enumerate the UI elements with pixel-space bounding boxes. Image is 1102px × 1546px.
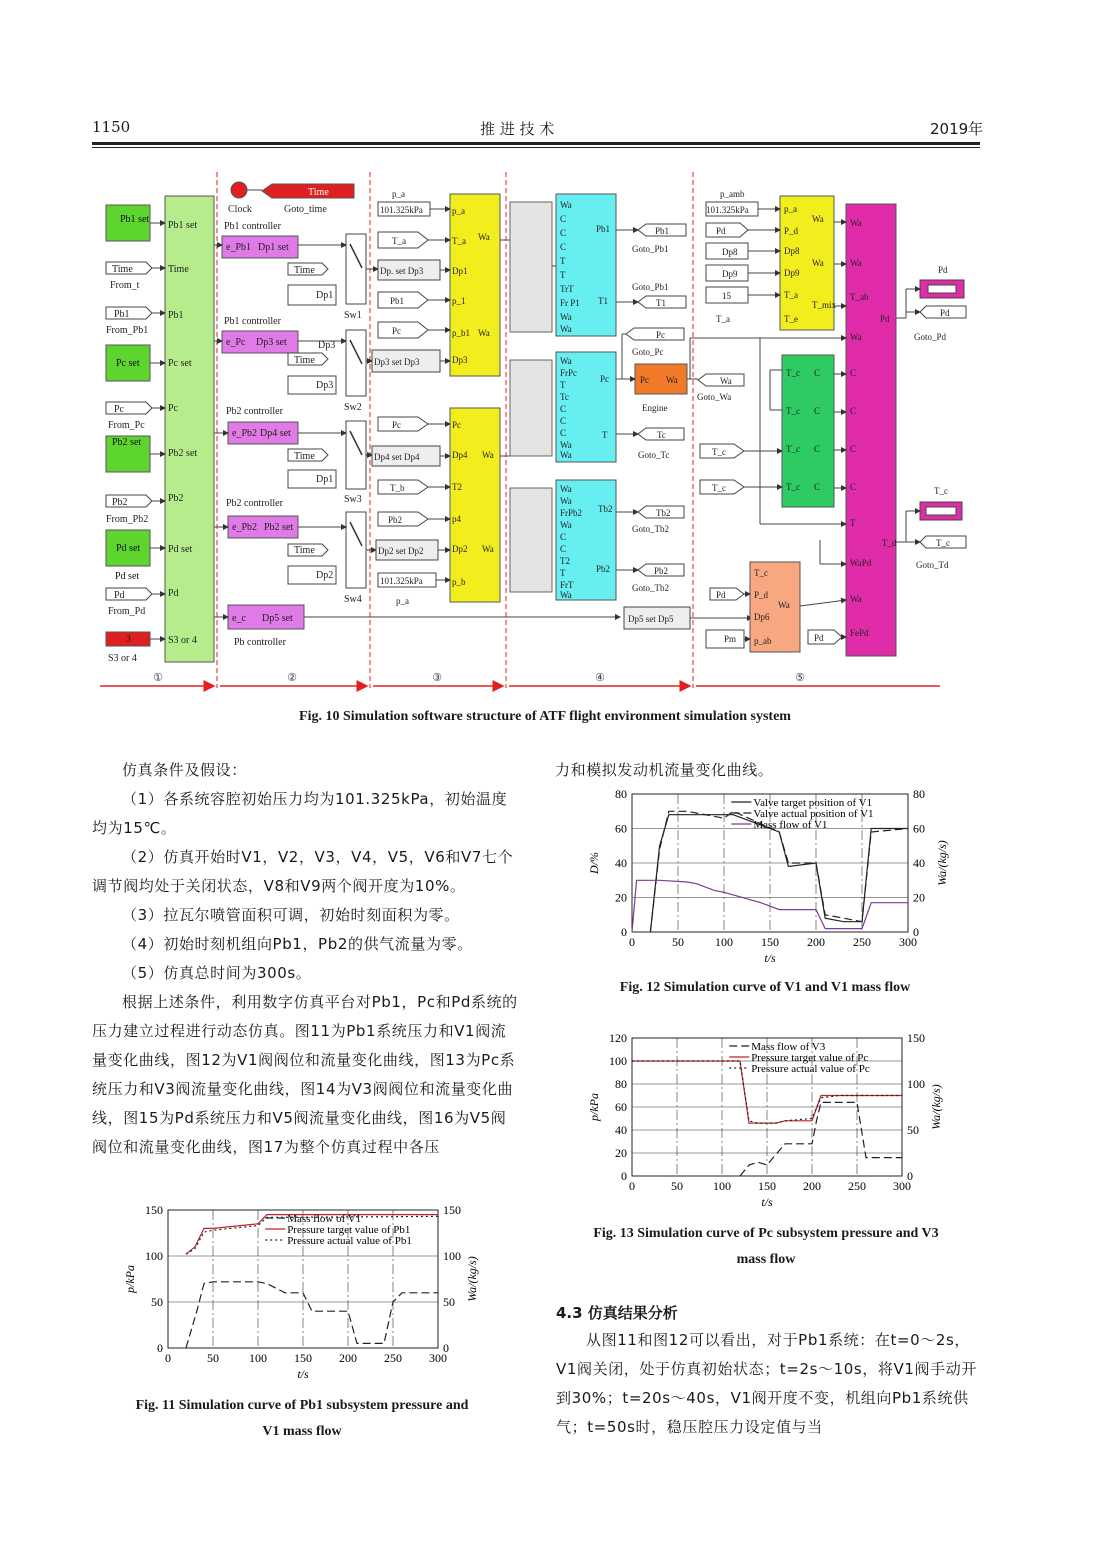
- paragraph: 从图11和图12可以看出，对于Pb1系统：在t=0～2s，V1阀关闭，处于仿真初始状态；t=2s～10s，将V1阀手动开到30%；t=20s～40s，V1阀开度不变，机组向Pb1系统供气；t=50s时，稳压腔压力设定值与当: [556, 1331, 977, 1436]
- y-axis-label: p/kPa: [587, 1093, 601, 1121]
- y-tick-label: 80: [615, 787, 627, 801]
- svg-text:Wa: Wa: [560, 356, 572, 366]
- svg-text:Wa: Wa: [560, 520, 572, 530]
- svg-text:WaPd: WaPd: [850, 558, 872, 568]
- svg-text:Pb1 controller: Pb1 controller: [224, 221, 281, 232]
- svg-text:Time: Time: [308, 187, 329, 198]
- svg-text:p_ab: p_ab: [754, 636, 772, 646]
- left-text-column: [92, 756, 518, 1162]
- x-axis-label: t/s: [764, 951, 776, 965]
- svg-text:Pb2 set: Pb2 set: [112, 437, 142, 448]
- x-axis-label: t/s: [761, 1195, 773, 1209]
- fig11-caption-line1: Fig. 11 Simulation curve of Pb1 subsystem pressure and: [135, 1398, 469, 1413]
- svg-text:Engine: Engine: [642, 403, 668, 413]
- x-tick-label: 50: [207, 1351, 219, 1365]
- y2-tick-label: 80: [913, 787, 925, 801]
- svg-text:Pd: Pd: [716, 226, 726, 236]
- svg-text:C: C: [850, 444, 857, 454]
- svg-text:Sw1: Sw1: [344, 310, 362, 321]
- x-tick-label: 300: [429, 1351, 447, 1365]
- svg-text:Goto_Td: Goto_Td: [916, 560, 949, 570]
- svg-text:Dp4: Dp4: [452, 450, 468, 460]
- svg-text:Dp5 set Dp5: Dp5 set Dp5: [628, 614, 674, 624]
- svg-text:Pb2 controller: Pb2 controller: [226, 406, 283, 417]
- svg-text:Time: Time: [294, 265, 315, 276]
- svg-text:Dp1: Dp1: [316, 474, 334, 485]
- svg-text:Pc: Pc: [640, 375, 649, 385]
- x-axis-label: t/s: [297, 1367, 309, 1381]
- svg-text:T2: T2: [452, 482, 462, 492]
- svg-text:T_a: T_a: [452, 236, 466, 246]
- y-tick-label: 0: [157, 1341, 163, 1355]
- svg-text:Dp3: Dp3: [318, 340, 336, 351]
- page-number: 1150: [92, 118, 131, 136]
- paragraph: 仿真条件及假设：: [122, 761, 247, 779]
- svg-text:T2: T2: [560, 556, 570, 566]
- svg-text:Wa: Wa: [850, 594, 862, 604]
- svg-text:Dp3 set Dp3: Dp3 set Dp3: [374, 357, 420, 367]
- svg-text:Wa: Wa: [778, 600, 790, 610]
- svg-text:T_e: T_e: [784, 314, 798, 324]
- svg-text:T_c: T_c: [934, 486, 948, 496]
- series-line-1: [740, 1102, 902, 1176]
- x-tick-label: 0: [165, 1351, 171, 1365]
- fig13-caption-line2: mass flow: [736, 1252, 796, 1267]
- svg-text:Pb2: Pb2: [112, 497, 128, 508]
- svg-text:T_c: T_c: [786, 482, 800, 492]
- y-axis-label: p/kPa: [123, 1265, 137, 1293]
- svg-text:Sw4: Sw4: [344, 594, 362, 605]
- legend-label: Mass flow of V1: [753, 819, 828, 831]
- svg-text:Pb2: Pb2: [596, 564, 611, 574]
- paragraph: （5）仿真总时间为300s。: [122, 964, 312, 982]
- svg-text:p_a: p_a: [452, 206, 465, 216]
- svg-text:Pb2: Pb2: [654, 566, 669, 576]
- legend-label: Pressure target value of Pc: [751, 1052, 869, 1064]
- section-5-label: ⑤: [795, 672, 805, 684]
- svg-text:e_Pb2: e_Pb2: [232, 522, 257, 533]
- paragraph: （1）各系统容腔初始压力均为101.325kPa，初始温度均为15℃。: [92, 790, 508, 837]
- y-tick-label: 100: [609, 1054, 627, 1068]
- svg-text:Dp1: Dp1: [452, 266, 468, 276]
- svg-text:Pd set: Pd set: [116, 543, 141, 554]
- x-tick-label: 150: [758, 1179, 776, 1193]
- svg-text:Pb controller: Pb controller: [234, 637, 286, 648]
- svg-text:Wa: Wa: [812, 258, 824, 268]
- svg-text:Pc: Pc: [392, 326, 401, 336]
- y-tick-label: 120: [609, 1031, 627, 1045]
- svg-text:Fr P1: Fr P1: [560, 298, 580, 308]
- svg-text:Goto_Pc: Goto_Pc: [632, 347, 664, 357]
- y2-tick-label: 0: [443, 1341, 449, 1355]
- y2-tick-label: 150: [907, 1031, 925, 1045]
- y2-tick-label: 50: [443, 1295, 455, 1309]
- svg-text:Pd set: Pd set: [115, 571, 140, 582]
- svg-text:Dp3 set: Dp3 set: [256, 337, 287, 348]
- x-tick-label: 250: [853, 935, 871, 949]
- section-1-label: ①: [153, 672, 163, 684]
- svg-text:Goto_Pd: Goto_Pd: [914, 332, 947, 342]
- y2-tick-label: 50: [907, 1123, 919, 1137]
- svg-text:Pc set: Pc set: [116, 358, 140, 369]
- paragraph: 根据上述条件，利用数字仿真平台对Pb1，Pc和Pd系统的压力建立过程进行动态仿真。图11为Pb1系统压力和V1阀流量变化曲线，图12为V1阀阀位和流量变化曲线，图13为Pc系统压力和V3阀流量变化曲线，图14为V3阀阀位和流量变化曲线，图15为Pd系统压力和V5阀流量变化曲线，图16为V5阀阀位和流量变化曲线，图17为整个仿真过程中各压: [92, 993, 518, 1156]
- svg-text:Time: Time: [294, 545, 315, 556]
- svg-text:Wa: Wa: [560, 496, 572, 506]
- svg-text:C: C: [560, 544, 567, 554]
- svg-text:Pb1: Pb1: [168, 310, 184, 321]
- svg-text:Pb2 set: Pb2 set: [168, 448, 198, 459]
- svg-text:T_c: T_c: [754, 568, 768, 578]
- svg-text:Wa: Wa: [720, 376, 732, 386]
- svg-text:Goto_Tb2: Goto_Tb2: [632, 583, 669, 593]
- svg-text:e_c: e_c: [232, 613, 246, 624]
- legend-label: Pressure target value of Pb1: [287, 1224, 411, 1236]
- svg-text:C: C: [560, 416, 567, 426]
- svg-text:Pb1: Pb1: [655, 226, 670, 236]
- svg-text:Pb1: Pb1: [390, 296, 405, 306]
- svg-text:Time: Time: [112, 264, 133, 275]
- svg-text:Pc: Pc: [392, 420, 401, 430]
- svg-text:T_c: T_c: [712, 447, 726, 457]
- svg-text:Wa: Wa: [560, 440, 572, 450]
- svg-text:Dp6: Dp6: [754, 612, 770, 622]
- svg-text:T: T: [560, 270, 566, 280]
- svg-text:Pc: Pc: [656, 330, 665, 340]
- x-tick-label: 150: [294, 1351, 312, 1365]
- svg-text:C: C: [814, 368, 821, 378]
- year: 2019年: [930, 120, 984, 138]
- svg-text:Goto_Pb1: Goto_Pb1: [632, 244, 669, 254]
- svg-text:Dp4 set Dp4: Dp4 set Dp4: [374, 452, 420, 462]
- svg-text:Wa: Wa: [850, 218, 862, 228]
- y2-axis-label: Wa/(kg/s): [935, 840, 949, 886]
- svg-text:Pd: Pd: [880, 314, 890, 324]
- x-tick-label: 150: [761, 935, 779, 949]
- y2-tick-label: 0: [907, 1169, 913, 1183]
- paragraph: （2）仿真开始时V1，V2，V3，V4，V5，V6和V7七个调节阀均处于关闭状态，V8和V9两个阀开度为10%。: [92, 848, 514, 895]
- svg-text:3: 3: [126, 634, 131, 645]
- svg-text:T1: T1: [598, 296, 608, 306]
- svg-text:Dp4 set: Dp4 set: [260, 428, 291, 439]
- x-tick-label: 200: [807, 935, 825, 949]
- svg-text:C: C: [560, 428, 567, 438]
- svg-text:Pd: Pd: [938, 265, 948, 275]
- svg-text:Pb2: Pb2: [168, 493, 184, 504]
- y2-tick-label: 40: [913, 856, 925, 870]
- svg-text:Wa: Wa: [560, 450, 572, 460]
- fig10-caption: Fig. 10 Simulation software structure of ATF flight environment simulation system: [299, 709, 791, 724]
- svg-text:C: C: [560, 228, 567, 238]
- y2-tick-label: 100: [907, 1077, 925, 1091]
- svg-text:Time: Time: [294, 355, 315, 366]
- svg-text:Dp3: Dp3: [316, 380, 334, 391]
- svg-text:Pm: Pm: [724, 634, 737, 644]
- svg-text:From_t: From_t: [110, 280, 140, 291]
- svg-text:C: C: [814, 406, 821, 416]
- svg-text:T: T: [602, 430, 608, 440]
- legend-label: Pressure actual value of Pc: [751, 1063, 870, 1075]
- svg-text:C: C: [560, 214, 567, 224]
- svg-text:C: C: [560, 532, 567, 542]
- y-tick-label: 40: [615, 1123, 627, 1137]
- y2-tick-label: 100: [443, 1249, 461, 1263]
- y2-tick-label: 60: [913, 821, 925, 836]
- y-tick-label: 60: [615, 1100, 627, 1114]
- svg-text:Pc: Pc: [600, 374, 609, 384]
- svg-text:Dp3: Dp3: [452, 355, 468, 365]
- svg-text:Wa: Wa: [850, 332, 862, 342]
- svg-text:Dp8: Dp8: [722, 247, 738, 257]
- svg-text:Pb1 set: Pb1 set: [120, 214, 150, 225]
- y-tick-label: 20: [615, 1146, 627, 1160]
- svg-text:Sw2: Sw2: [344, 402, 362, 413]
- svg-text:Wa: Wa: [478, 328, 490, 338]
- svg-text:T: T: [560, 380, 566, 390]
- right-text-column: [556, 1326, 982, 1442]
- svg-text:T1: T1: [656, 298, 666, 308]
- legend-label: Valve target position of V1: [753, 797, 873, 809]
- svg-text:FrPc: FrPc: [560, 368, 578, 378]
- svg-text:Pb1: Pb1: [114, 309, 130, 320]
- svg-text:Time: Time: [168, 264, 189, 275]
- svg-text:Wa: Wa: [482, 450, 494, 460]
- pd-magenta-block: [846, 204, 896, 656]
- y-tick-label: 80: [615, 1077, 627, 1091]
- svg-text:Goto_time: Goto_time: [284, 204, 327, 215]
- y-tick-label: 0: [621, 1169, 627, 1183]
- legend-label: Pressure actual value of Pb1: [287, 1235, 412, 1247]
- svg-text:101.325kPa: 101.325kPa: [380, 576, 423, 586]
- svg-text:T_a: T_a: [716, 314, 730, 324]
- svg-text:Clock: Clock: [228, 204, 252, 215]
- series-line-1: [186, 1282, 438, 1348]
- right-top-text: 力和模拟发动机流量变化曲线。: [555, 761, 774, 779]
- svg-text:Wa: Wa: [478, 232, 490, 242]
- svg-text:Dp9: Dp9: [722, 269, 738, 279]
- svg-text:T_d: T_d: [882, 538, 897, 548]
- y-tick-label: 60: [615, 821, 627, 836]
- legend-label: Mass flow of V3: [751, 1041, 826, 1053]
- svg-text:T_c: T_c: [786, 368, 800, 378]
- x-tick-label: 50: [671, 1179, 683, 1193]
- svg-text:T_ab: T_ab: [850, 292, 869, 302]
- svg-text:Dp9: Dp9: [784, 268, 800, 278]
- svg-text:p_a: p_a: [392, 189, 405, 199]
- y-tick-label: 40: [615, 856, 627, 870]
- svg-text:From_Pc: From_Pc: [108, 420, 145, 431]
- pb2-yellow-block: [450, 408, 500, 602]
- svg-text:C: C: [560, 404, 567, 414]
- svg-text:T: T: [560, 256, 566, 266]
- svg-text:Pb1: Pb1: [596, 224, 611, 234]
- svg-text:p_b: p_b: [452, 577, 466, 587]
- x-tick-label: 100: [715, 935, 733, 949]
- svg-text:S3 or 4: S3 or 4: [108, 653, 137, 664]
- x-tick-label: 200: [803, 1179, 821, 1193]
- svg-text:Pd set: Pd set: [168, 544, 193, 555]
- svg-text:Goto_Pb1: Goto_Pb1: [632, 282, 669, 292]
- legend-label: Mass flow of V1: [287, 1213, 362, 1225]
- svg-text:101.325kPa: 101.325kPa: [706, 205, 749, 215]
- x-tick-label: 300: [899, 935, 917, 949]
- x-tick-label: 250: [384, 1351, 402, 1365]
- svg-text:Pd: Pd: [716, 590, 726, 600]
- svg-text:P_d: P_d: [784, 226, 799, 236]
- svg-text:T_c: T_c: [936, 538, 950, 548]
- svg-text:Tb2: Tb2: [656, 508, 671, 518]
- svg-text:Sw3: Sw3: [344, 494, 362, 505]
- y2-tick-label: 0: [913, 925, 919, 939]
- svg-text:Dp2: Dp2: [452, 544, 468, 554]
- y2-tick-label: 150: [443, 1203, 461, 1217]
- svg-text:e_Pc: e_Pc: [226, 337, 246, 348]
- svg-text:Goto_Wa: Goto_Wa: [697, 392, 732, 402]
- pb1-yellow-block: [450, 194, 500, 376]
- y2-axis-label: Wa/(kg/s): [465, 1256, 479, 1302]
- svg-text:101.325kPa: 101.325kPa: [380, 205, 423, 215]
- svg-text:P_d: P_d: [754, 590, 769, 600]
- svg-text:Pc: Pc: [452, 420, 461, 430]
- simulink-diagram: [0, 0, 1102, 720]
- svg-text:C: C: [814, 482, 821, 492]
- svg-text:Pb2 controller: Pb2 controller: [226, 498, 283, 509]
- svg-text:Wa: Wa: [850, 258, 862, 268]
- paragraph: （3）拉瓦尔喷管面积可调，初始时刻面积为零。: [122, 906, 460, 924]
- journal-name: 推 进 技 术: [480, 120, 555, 138]
- y-tick-label: 20: [615, 890, 627, 905]
- svg-text:Dp5 set: Dp5 set: [262, 613, 293, 624]
- svg-text:Wa: Wa: [560, 200, 572, 210]
- svg-text:Time: Time: [294, 451, 315, 462]
- svg-text:p_amb: p_amb: [720, 189, 745, 199]
- svg-text:T_c: T_c: [712, 483, 726, 493]
- svg-text:p_a: p_a: [396, 596, 409, 606]
- svg-text:T_a: T_a: [392, 236, 406, 246]
- svg-text:From_Pb2: From_Pb2: [106, 514, 149, 525]
- svg-text:Pc: Pc: [114, 404, 124, 415]
- svg-text:e_Pb2: e_Pb2: [232, 428, 257, 439]
- svg-text:Dp8: Dp8: [784, 246, 800, 256]
- x-tick-label: 300: [893, 1179, 911, 1193]
- svg-text:Pd: Pd: [168, 588, 179, 599]
- svg-text:Wa: Wa: [560, 312, 572, 322]
- x-tick-label: 0: [629, 935, 635, 949]
- svg-text:p4: p4: [452, 514, 461, 524]
- y-axis-label: D/%: [587, 852, 601, 874]
- svg-text:Pc: Pc: [168, 403, 178, 414]
- y-tick-label: 100: [145, 1249, 163, 1263]
- y-tick-label: 150: [145, 1203, 163, 1217]
- svg-text:T: T: [560, 568, 566, 578]
- y-tick-label: 50: [151, 1295, 163, 1309]
- svg-text:S3 or 4: S3 or 4: [168, 635, 197, 646]
- svg-text:Wa: Wa: [560, 324, 572, 334]
- svg-text:T_c: T_c: [786, 406, 800, 416]
- x-tick-label: 200: [339, 1351, 357, 1365]
- y2-axis-label: Wa/(kg/s): [929, 1084, 943, 1130]
- fig13-caption-line1: Fig. 13 Simulation curve of Pc subsystem pressure and V3: [593, 1226, 939, 1241]
- svg-text:Tb2: Tb2: [598, 504, 613, 514]
- fig12-chart: [582, 787, 949, 972]
- svg-text:Pd: Pd: [814, 633, 824, 643]
- section-heading: 4.3 仿真结果分析: [556, 1304, 678, 1322]
- svg-text:Pb2 set: Pb2 set: [264, 522, 294, 533]
- svg-text:TrT: TrT: [560, 284, 574, 294]
- svg-text:p_1: p_1: [452, 296, 466, 306]
- svg-text:T_a: T_a: [784, 290, 798, 300]
- svg-text:Pb2: Pb2: [388, 515, 403, 525]
- svg-text:C: C: [850, 368, 857, 378]
- x-tick-label: 50: [672, 935, 684, 949]
- svg-text:Wa: Wa: [482, 544, 494, 554]
- svg-text:p_b1: p_b1: [452, 328, 470, 338]
- svg-text:15: 15: [722, 291, 731, 301]
- fig11-caption-line2: V1 mass flow: [262, 1424, 342, 1439]
- x-tick-label: 100: [249, 1351, 267, 1365]
- svg-text:From_Pb1: From_Pb1: [106, 325, 149, 336]
- svg-text:FrPb2: FrPb2: [560, 508, 583, 518]
- svg-text:Wa: Wa: [812, 214, 824, 224]
- x-tick-label: 100: [713, 1179, 731, 1193]
- svg-text:Pb1 controller: Pb1 controller: [224, 316, 281, 327]
- y-tick-label: 0: [621, 925, 627, 939]
- svg-text:Wa: Wa: [560, 590, 572, 600]
- svg-text:Pc set: Pc set: [168, 358, 192, 369]
- svg-text:From_Pd: From_Pd: [108, 606, 146, 617]
- section-3-label: ③: [432, 672, 442, 684]
- svg-text:p_a: p_a: [784, 204, 797, 214]
- svg-text:Goto_Tc: Goto_Tc: [638, 450, 670, 460]
- svg-text:Tc: Tc: [657, 430, 666, 440]
- svg-text:Dp. set Dp3: Dp. set Dp3: [380, 266, 424, 276]
- svg-text:C: C: [814, 444, 821, 454]
- svg-text:Tc: Tc: [560, 392, 569, 402]
- svg-text:FrT: FrT: [560, 580, 574, 590]
- y2-tick-label: 20: [913, 890, 925, 905]
- svg-text:Pd: Pd: [940, 308, 950, 318]
- fig12-caption: Fig. 12 Simulation curve of V1 and V1 mass flow: [619, 980, 911, 995]
- fig13-chart: [582, 1030, 942, 1220]
- svg-text:Wa: Wa: [666, 375, 678, 385]
- svg-text:T_c: T_c: [786, 444, 800, 454]
- svg-text:Dp2: Dp2: [316, 570, 334, 581]
- svg-text:T_mix: T_mix: [812, 300, 836, 310]
- fig11-chart: [108, 1200, 484, 1390]
- svg-text:Pb1 set: Pb1 set: [168, 220, 198, 231]
- svg-text:Dp2 set Dp2: Dp2 set Dp2: [378, 546, 424, 556]
- svg-text:Wa: Wa: [560, 484, 572, 494]
- x-tick-label: 0: [629, 1179, 635, 1193]
- svg-text:Pd: Pd: [114, 590, 125, 601]
- paragraph: （4）初始时刻机组向Pb1，Pb2的供气流量为零。: [122, 935, 473, 953]
- svg-text:C: C: [850, 482, 857, 492]
- svg-text:T: T: [850, 518, 856, 528]
- svg-text:FePd: FePd: [850, 628, 869, 638]
- section-4-label: ④: [595, 672, 605, 684]
- svg-text:C: C: [560, 242, 567, 252]
- legend-label: Valve actual position of V1: [753, 808, 874, 820]
- svg-text:Dp1: Dp1: [316, 290, 334, 301]
- svg-text:Goto_Tb2: Goto_Tb2: [632, 524, 669, 534]
- svg-text:e_Pb1: e_Pb1: [226, 242, 251, 253]
- section-2-label: ②: [287, 672, 297, 684]
- svg-text:C: C: [850, 406, 857, 416]
- x-tick-label: 250: [848, 1179, 866, 1193]
- svg-text:T_b: T_b: [390, 483, 405, 493]
- svg-text:Dp1 set: Dp1 set: [258, 242, 289, 253]
